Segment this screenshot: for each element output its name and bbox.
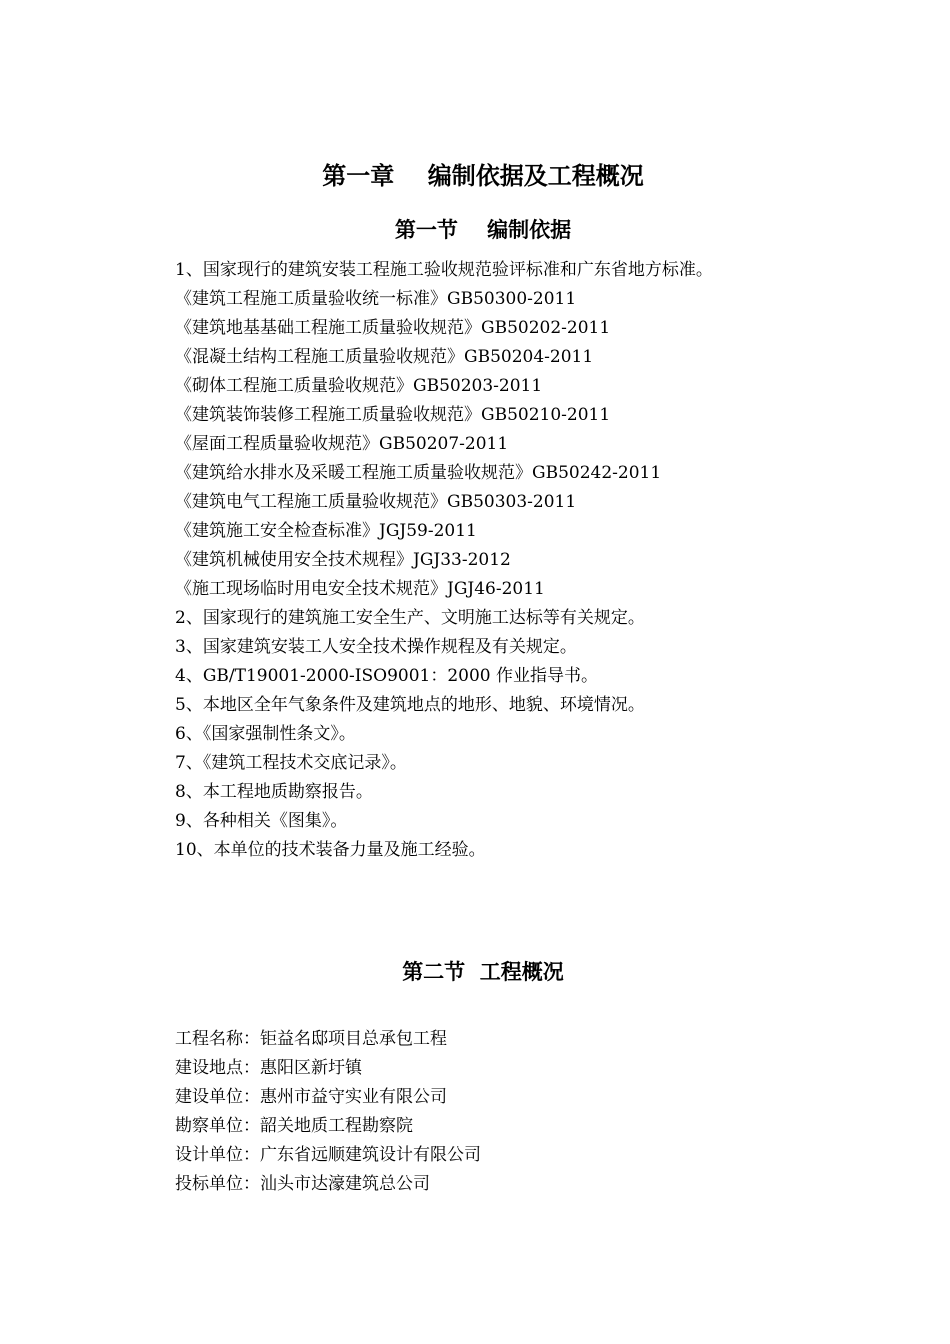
- overview-item: 勘察单位：韶关地质工程勘察院: [175, 1116, 413, 1136]
- list-item: 2、国家现行的建筑施工安全生产、文明施工达标等有关规定。: [175, 608, 645, 628]
- section-title-basis: 第一节 编制依据: [394, 218, 572, 242]
- list-item: 4、GB/T19001-2000-ISO9001：2000 作业指导书。: [175, 666, 599, 686]
- list-item: 《建筑电气工程施工质量验收规范》GB50303-2011: [175, 492, 577, 512]
- chapter-title: 第一章 编制依据及工程概况: [322, 162, 644, 190]
- list-item: 7、《建筑工程技术交底记录》。: [175, 753, 407, 773]
- list-item: 8、本工程地质勘察报告。: [175, 782, 373, 802]
- overview-item: 建设单位：惠州市益守实业有限公司: [175, 1087, 447, 1107]
- list-item: 《建筑给水排水及采暖工程施工质量验收规范》GB50242-2011: [175, 463, 662, 483]
- list-item: 3、国家建筑安装工人安全技术操作规程及有关规定。: [175, 637, 577, 657]
- list-item: 《混凝土结构工程施工质量验收规范》GB50204-2011: [175, 347, 594, 367]
- list-item: 9、各种相关《图集》。: [175, 811, 348, 831]
- list-item: 1、国家现行的建筑安装工程施工验收规范验评标准和广东省地方标准。: [175, 260, 713, 280]
- list-item: 《砌体工程施工质量验收规范》GB50203-2011: [175, 376, 543, 396]
- overview-item: 建设地点：惠阳区新圩镇: [175, 1058, 362, 1078]
- list-item: 《建筑装饰装修工程施工质量验收规范》GB50210-2011: [175, 405, 611, 425]
- list-item: 5、本地区全年气象条件及建筑地点的地形、地貌、环境情况。: [175, 695, 645, 715]
- list-item: 《屋面工程质量验收规范》GB50207-2011: [175, 434, 509, 454]
- list-item: 《施工现场临时用电安全技术规范》JGJ46-2011: [175, 579, 545, 599]
- list-item: 6、《国家强制性条文》。: [175, 724, 356, 744]
- list-item: 《建筑施工安全检查标准》JGJ59-2011: [175, 521, 477, 541]
- list-item: 《建筑工程施工质量验收统一标准》GB50300-2011: [175, 289, 577, 309]
- list-item: 《建筑地基基础工程施工质量验收规范》GB50202-2011: [175, 318, 611, 338]
- list-item: 《建筑机械使用安全技术规程》JGJ33-2012: [175, 550, 511, 570]
- section-title-overview: 第二节 工程概况: [402, 960, 564, 984]
- list-item: 10、本单位的技术装备力量及施工经验。: [175, 840, 486, 860]
- overview-list: [175, 1025, 481, 1199]
- overview-item: 投标单位：汕头市达濠建筑总公司: [175, 1174, 430, 1194]
- basis-list: [175, 256, 713, 865]
- overview-item: 工程名称：钜益名邸项目总承包工程: [175, 1029, 447, 1049]
- overview-item: 设计单位：广东省远顺建筑设计有限公司: [175, 1145, 481, 1165]
